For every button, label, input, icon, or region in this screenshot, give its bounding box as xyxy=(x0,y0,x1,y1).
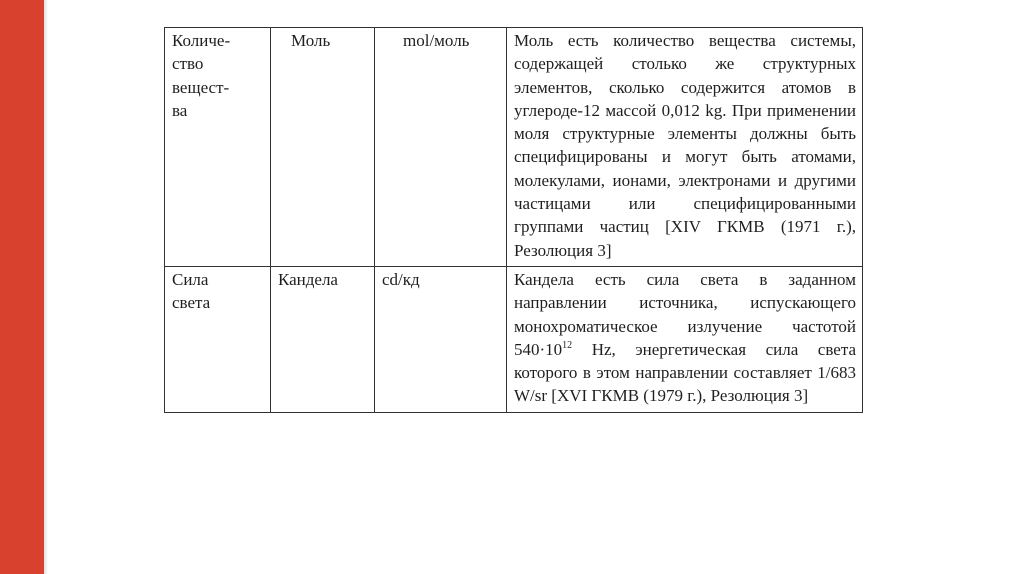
description-text-after: Hz, энергетическая сила света которого в этом направлении составляет 1/683 W/sr [XVI ГКМВ (1979 г.), Резолюция 3] xyxy=(514,339,856,406)
description-cell xyxy=(507,266,863,412)
accent-bar-shadow xyxy=(44,0,48,574)
quantity-cell: Сила света xyxy=(165,266,271,412)
slide-accent-bar xyxy=(0,0,44,574)
unit-cell: Моль xyxy=(271,28,375,267)
table-row-amount-of-substance xyxy=(165,28,863,267)
symbol-cell: mol/моль xyxy=(375,28,507,267)
description-cell: Моль есть количество вещества системы, содержащей столько же структурных элементов, сколько содержится атомов в углероде-12 массой 0,012 kg. При применении моля структурные элементы должны быть специфицированы и могут быть атомами, молекулами, ионами, электронами и другими частицами или специфицированными группами частиц [XIV ГКМВ (1971 г.), Резолюция 3] xyxy=(507,28,863,267)
symbol-cell: cd/кд xyxy=(375,266,507,412)
unit-cell: Кандела xyxy=(271,266,375,412)
description-text-before: Кандела есть сила света в заданном направлении источника, испускающего монохроматическое излучение частотой 540·10 xyxy=(514,269,856,359)
document-page xyxy=(164,27,862,413)
quantity-cell: Количе- ство вещест- ва xyxy=(165,28,271,267)
table-row-luminous-intensity xyxy=(165,266,863,412)
si-units-table xyxy=(164,27,863,413)
description-exponent: 12 xyxy=(562,339,573,351)
